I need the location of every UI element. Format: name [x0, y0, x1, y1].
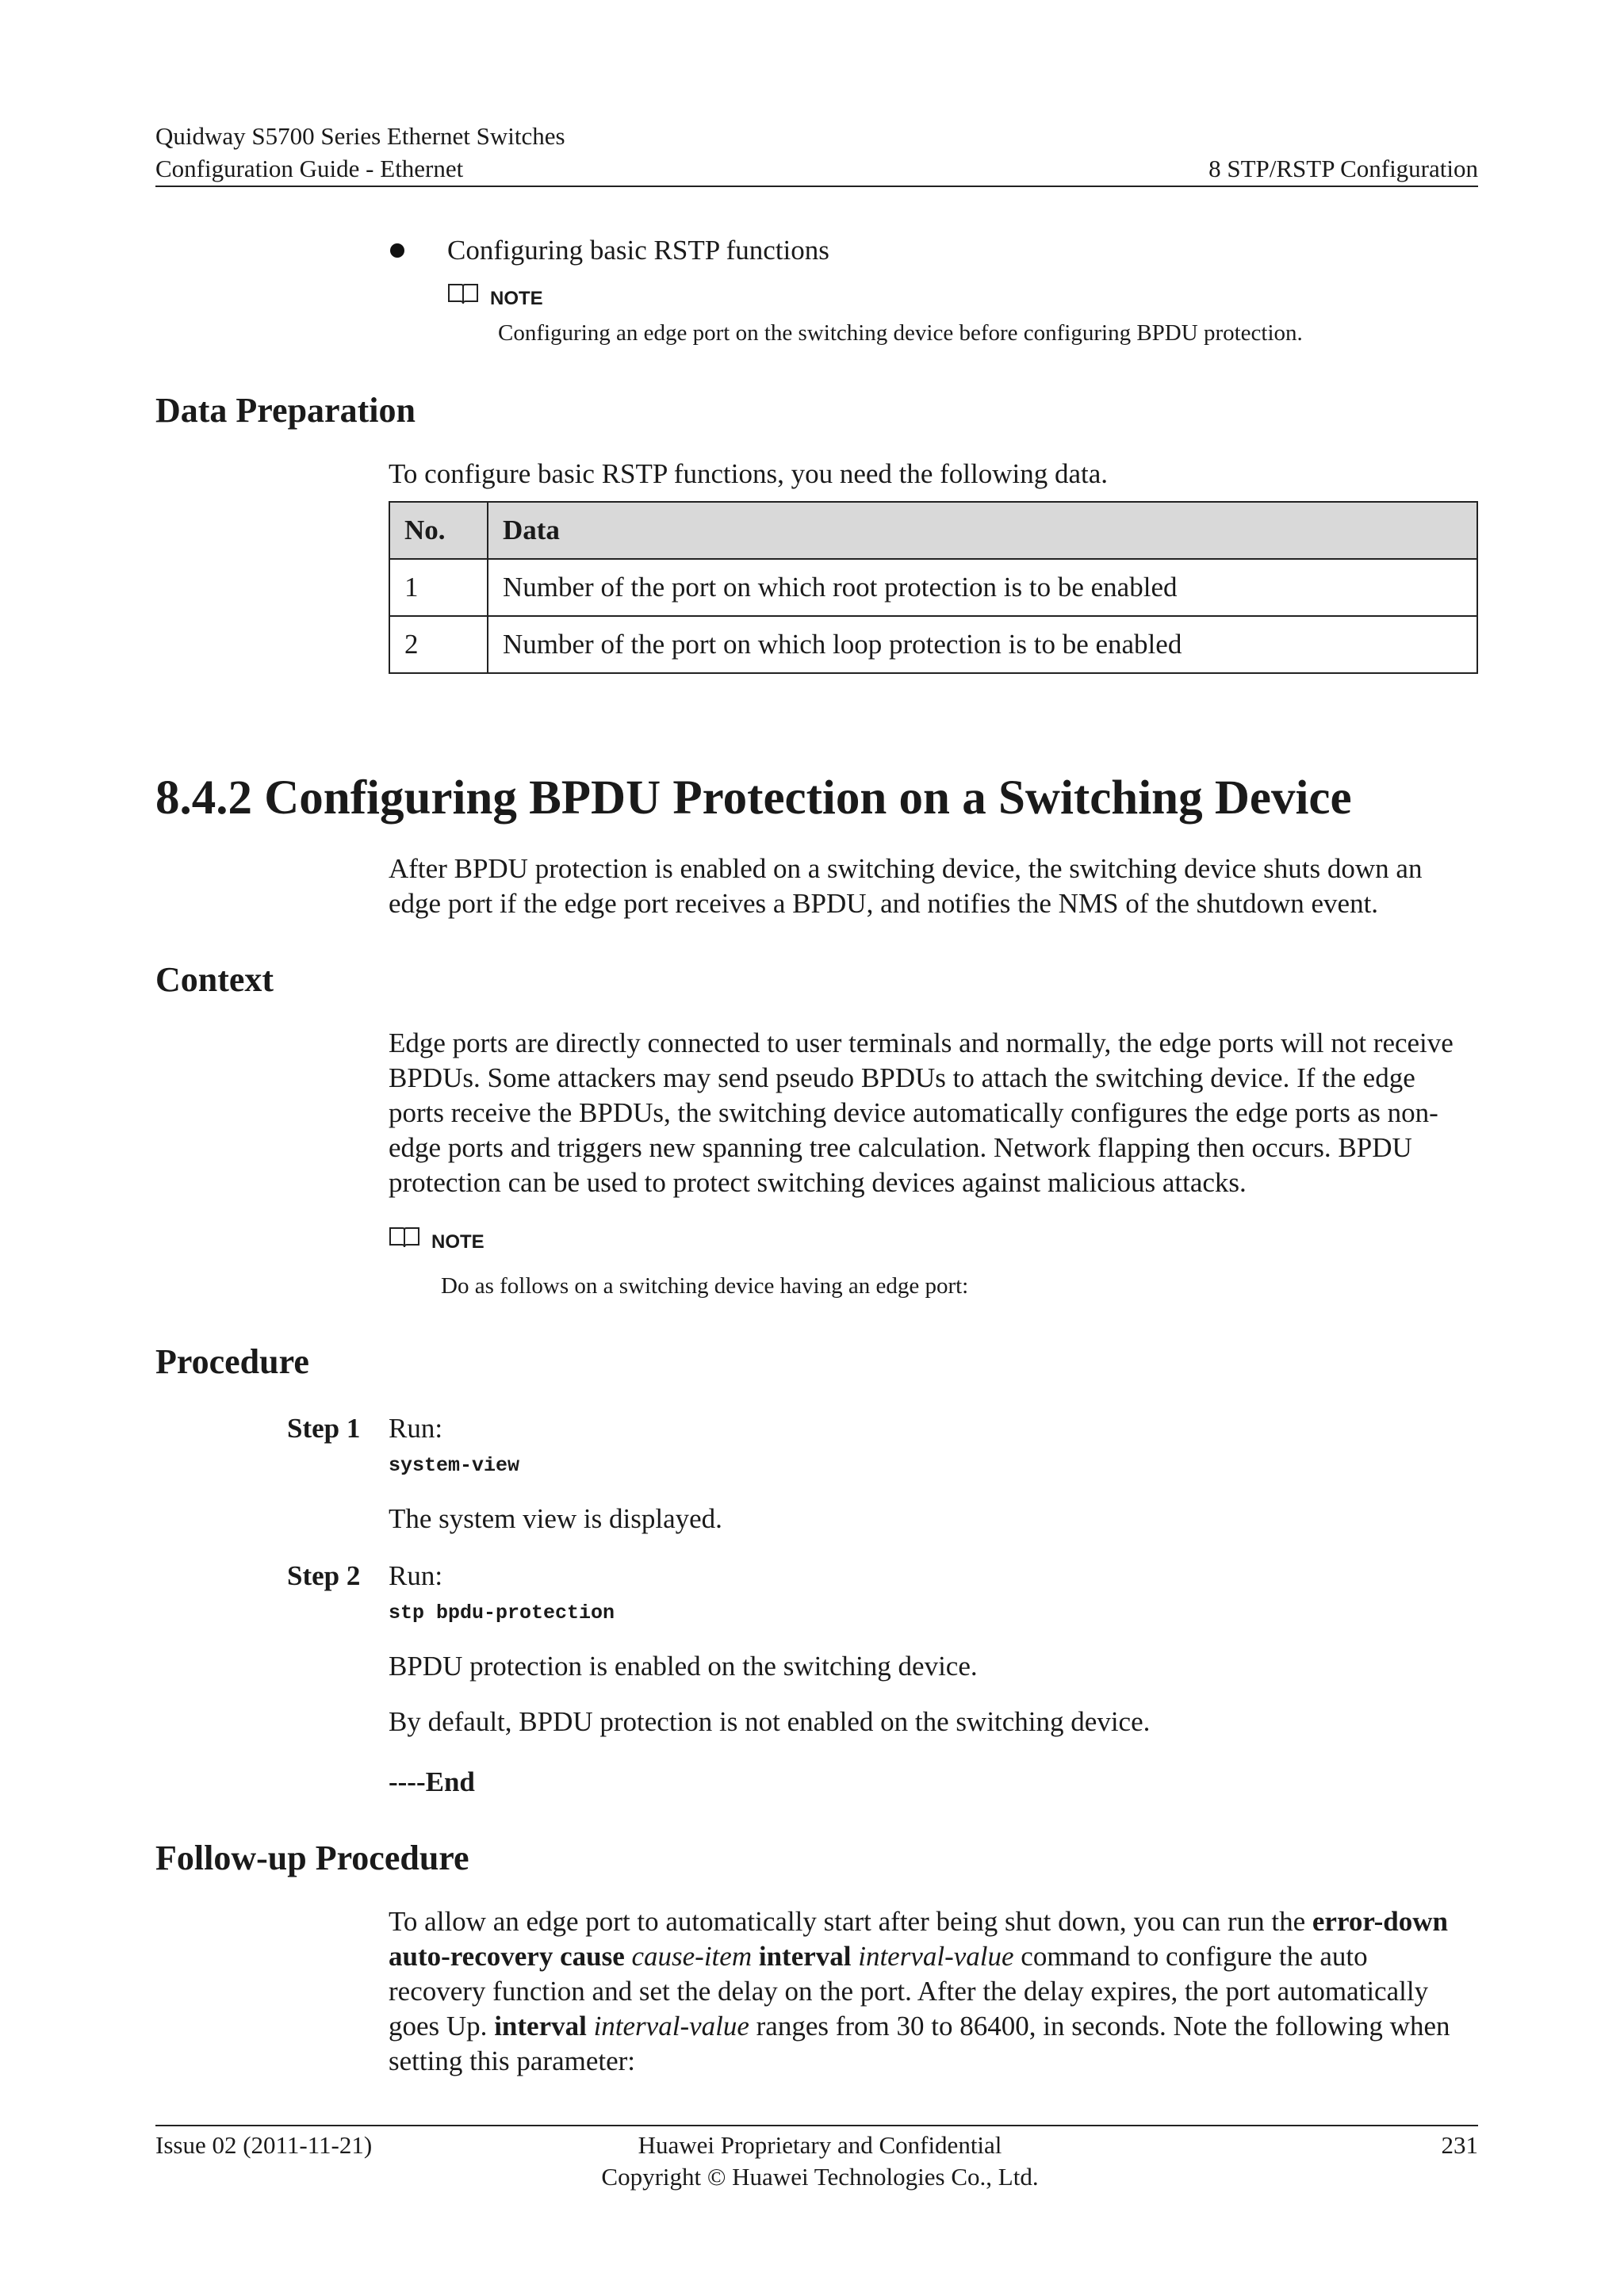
followup-text: goes Up.: [389, 2011, 495, 2042]
command-keyword: interval: [758, 1941, 852, 1972]
context-line-1: Edge ports are directly connected to user terminals and normally, the edge ports will not receive: [389, 1027, 1454, 1058]
note-text: Configuring an edge port on the switching device before configuring BPDU protection.: [498, 320, 1303, 346]
table-cell-data: Number of the port on which loop protection is to be enabled: [488, 616, 1477, 673]
footer-issue: Issue 02 (2011-11-21): [155, 2131, 373, 2159]
command-text: stp bpdu-protection: [389, 1601, 615, 1624]
section-intro-line-1: After BPDU protection is enabled on a switching device, the switching device shuts down an: [389, 853, 1423, 884]
followup-text: command to configure the auto: [1013, 1941, 1368, 1972]
context-line-3: ports receive the BPDUs, the switching device automatically configures the edge ports as non-: [389, 1097, 1438, 1128]
procedure-end: ----End: [389, 1766, 475, 1797]
context-line-5: protection can be used to protect switching devices against malicious attacks.: [389, 1167, 1247, 1198]
table-row: [389, 616, 1477, 673]
followup-text: To allow an edge port to automatically start after being shut down, you can run the: [389, 1906, 1312, 1937]
book-icon: [389, 1225, 420, 1249]
command-keyword: auto-recovery cause: [389, 1941, 625, 1972]
step-description: The system view is displayed.: [389, 1503, 722, 1534]
command-keyword: error-down: [1312, 1906, 1448, 1937]
step-run: Run:: [389, 1560, 443, 1591]
section-intro-line-2: edge port if the edge port receives a BPDU, and notifies the NMS of the shutdown event.: [389, 888, 1379, 919]
command-text: system-view: [389, 1454, 520, 1477]
table-header-row: [389, 502, 1477, 559]
footer-copyright: Copyright © Huawei Technologies Co., Ltd.: [601, 2163, 1039, 2191]
section-title: 8.4.2 Configuring BPDU Protection on a Switching Device: [155, 771, 1352, 825]
context-heading: Context: [155, 960, 274, 999]
command-param: interval-value: [593, 2011, 749, 2042]
column-header-no: No.: [389, 502, 488, 559]
followup-line-3: recovery function and set the delay on the port. After the delay expires, the port automatically: [389, 1976, 1429, 2007]
note-label: NOTE: [431, 1231, 485, 1253]
note-text: Do as follows on a switching device having an edge port:: [441, 1273, 969, 1299]
followup-line-4: [389, 2009, 1450, 2044]
book-icon: [447, 281, 479, 305]
bullet-item: Configuring basic RSTP functions: [447, 235, 829, 266]
table-cell-no: 1: [389, 559, 488, 616]
command-keyword: interval: [494, 2011, 587, 2042]
header-title: Quidway S5700 Series Ethernet Switches: [155, 122, 565, 150]
procedure-heading: Procedure: [155, 1342, 309, 1381]
step-description: BPDU protection is enabled on the switching device.: [389, 1651, 978, 1682]
step-label: Step 1: [287, 1413, 361, 1444]
column-header-data: Data: [488, 502, 1477, 559]
followup-heading: Follow-up Procedure: [155, 1839, 469, 1877]
table-row: [389, 559, 1477, 616]
followup-line-2: [389, 1939, 1368, 1974]
header-subtitle: Configuration Guide - Ethernet: [155, 155, 464, 182]
step-run: Run:: [389, 1413, 443, 1444]
footer-page-number: 231: [1441, 2131, 1478, 2159]
data-table: [389, 501, 1478, 674]
bullet-dot: [390, 243, 404, 258]
command-param: cause-item: [631, 1941, 753, 1972]
followup-line-5: setting this parameter:: [389, 2045, 636, 2076]
data-preparation-intro: To configure basic RSTP functions, you need the following data.: [389, 458, 1109, 489]
step-description: By default, BPDU protection is not enabled on the switching device.: [389, 1706, 1151, 1737]
followup-line-1: [389, 1904, 1448, 1939]
table-cell-data: Number of the port on which root protection is to be enabled: [488, 559, 1477, 616]
context-line-2: BPDUs. Some attackers may send pseudo BPDUs to attach the switching device. If the edge: [389, 1062, 1415, 1093]
footer-confidential: Huawei Proprietary and Confidential: [638, 2131, 1002, 2159]
header-rule: [155, 186, 1478, 187]
note-label: NOTE: [490, 288, 543, 309]
followup-text: ranges from 30 to 86400, in seconds. Note the following when: [749, 2011, 1450, 2042]
command-param: interval-value: [858, 1941, 1014, 1972]
header-chapter: 8 STP/RSTP Configuration: [1208, 155, 1478, 182]
context-line-4: edge ports and triggers new spanning tree calculation. Network flapping then occurs. BPDU: [389, 1132, 1412, 1163]
data-preparation-heading: Data Preparation: [155, 391, 416, 430]
footer-rule: [155, 2125, 1478, 2126]
step-label: Step 2: [287, 1560, 361, 1591]
table-cell-no: 2: [389, 616, 488, 673]
